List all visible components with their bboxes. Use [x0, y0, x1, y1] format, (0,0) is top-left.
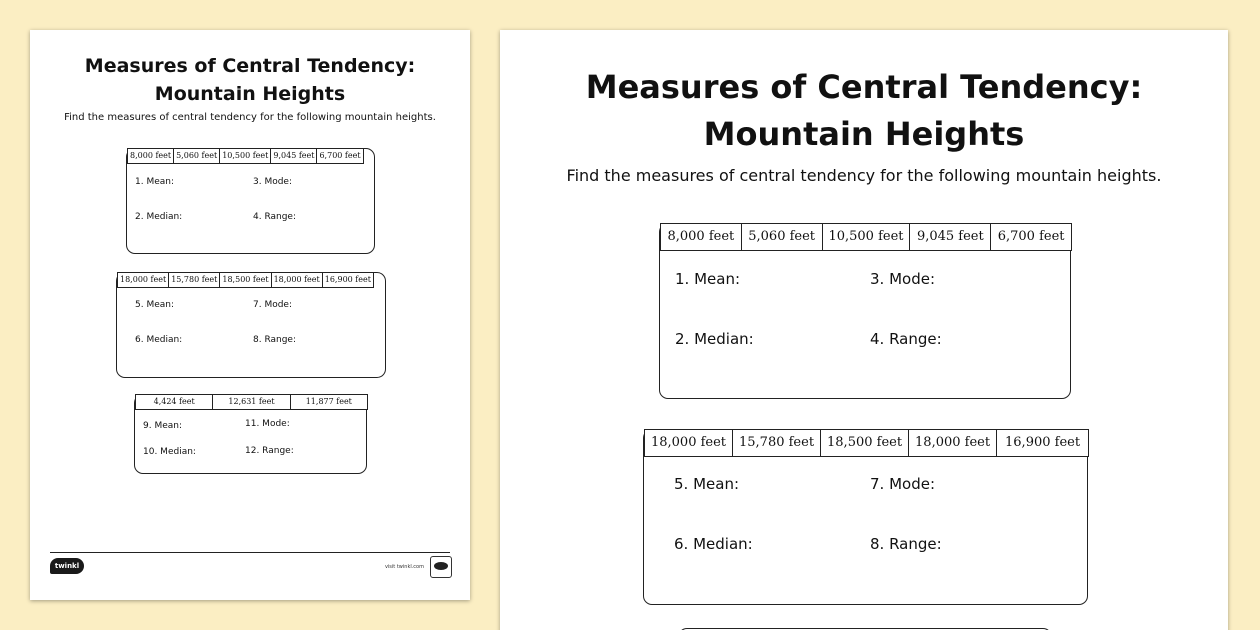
height-cell: 4,424 feet [136, 395, 213, 409]
height-cell: 8,000 feet [128, 149, 174, 163]
height-cell: 5,060 feet [174, 149, 220, 163]
height-cell: 9,045 feet [910, 224, 991, 250]
height-cell: 15,780 feet [169, 273, 220, 287]
question-median: 2. Median: [675, 330, 754, 348]
question-mean: 1. Mean: [675, 270, 741, 288]
question-range: 4. Range: [253, 212, 297, 222]
height-cell: 9,045 feet [271, 149, 317, 163]
page-title-line1: Measures of Central Tendency: [84, 55, 416, 77]
height-cell: 6,700 feet [319, 151, 361, 160]
question-range: 4. Range: [870, 330, 942, 348]
question-mean: 9. Mean: [143, 421, 183, 431]
question-median: 6. Median: [135, 335, 183, 345]
heights-header-1 [127, 148, 364, 164]
page-title-line2: Mountain Heights [703, 115, 1025, 153]
heights-header-3 [135, 394, 368, 410]
heights-header-1 [660, 223, 1072, 251]
question-median: 6. Median: [674, 535, 753, 553]
height-cell: 18,000 feet [909, 430, 997, 456]
height-cell: 8,000 feet [661, 224, 742, 250]
twinkl-logo: twinkl [50, 558, 84, 574]
height-cell: 16,900 feet [324, 275, 371, 284]
question-median: 2. Median: [135, 212, 183, 222]
height-cell: 18,500 feet [821, 430, 909, 456]
question-card-1 [659, 223, 1071, 399]
question-median: 10. Median: [143, 447, 196, 457]
question-mean: 5. Mean: [135, 300, 175, 310]
question-range: 12. Range: [245, 446, 294, 456]
question-card-2 [643, 429, 1088, 605]
question-mean: 5. Mean: [674, 475, 740, 493]
height-cell: 15,780 feet [733, 430, 821, 456]
height-cell: 18,000 feet [645, 430, 733, 456]
question-mode: 7. Mode: [870, 475, 936, 493]
height-cell: 18,500 feet [220, 273, 271, 287]
heights-header-2 [117, 272, 374, 288]
height-cell: 6,700 feet [997, 229, 1065, 244]
question-card-2 [116, 272, 386, 378]
quality-badge-icon [430, 556, 452, 578]
question-range: 8. Range: [870, 535, 942, 553]
height-cell: 11,877 feet [305, 397, 352, 406]
question-card-3 [134, 394, 367, 474]
heights-header-2 [644, 429, 1089, 457]
footer-visit-text: visit twinkl.com [384, 564, 424, 570]
question-mode: 3. Mode: [870, 270, 936, 288]
worksheet-zoomed [500, 30, 1228, 630]
height-cell: 10,500 feet [823, 224, 911, 250]
question-card-1 [126, 148, 375, 254]
height-cell: 18,000 feet [118, 273, 169, 287]
question-mode: 11. Mode: [245, 419, 290, 429]
height-cell: 5,060 feet [742, 224, 823, 250]
height-cell: 16,900 feet [1005, 435, 1081, 450]
question-mean: 1. Mean: [135, 177, 175, 187]
instructions: Find the measures of central tendency for the following mountain heights. [64, 112, 436, 123]
height-cell: 10,500 feet [220, 149, 271, 163]
footer-divider [50, 552, 450, 553]
page-title-line2: Mountain Heights [154, 83, 346, 105]
page-title-line1: Measures of Central Tendency: [585, 68, 1143, 106]
worksheet-thumbnail [30, 30, 470, 600]
height-cell: 18,000 feet [272, 273, 323, 287]
question-range: 8. Range: [253, 335, 297, 345]
question-mode: 7. Mode: [253, 300, 293, 310]
instructions: Find the measures of central tendency for the following mountain heights. [566, 166, 1162, 185]
question-mode: 3. Mode: [253, 177, 293, 187]
height-cell: 12,631 feet [213, 395, 290, 409]
